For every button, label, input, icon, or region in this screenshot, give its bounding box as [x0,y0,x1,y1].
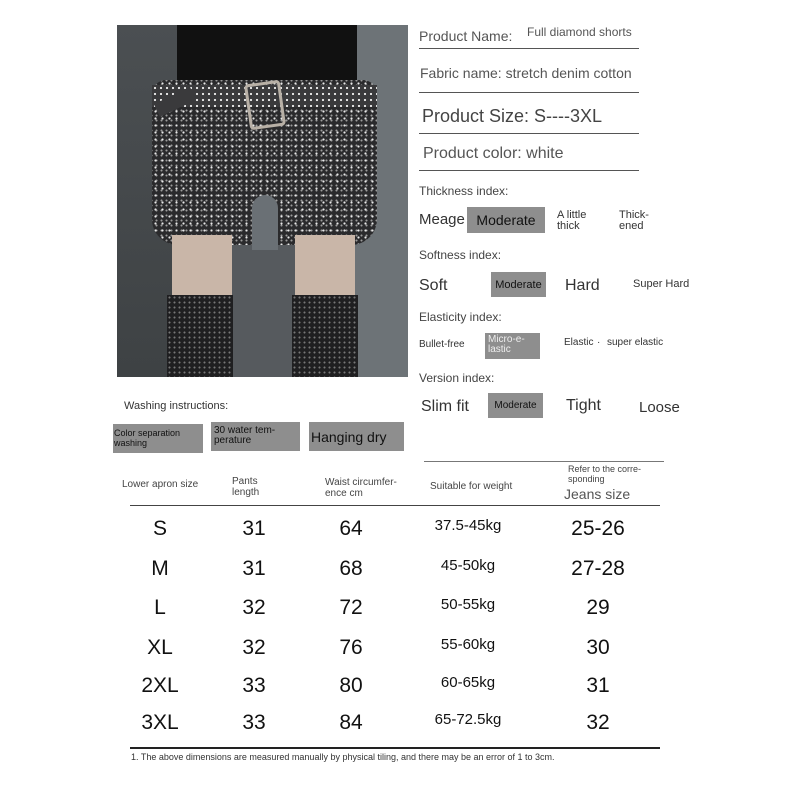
thickness-option-thickened: Thick-ened [619,209,649,232]
softness-option-super-hard: Super Hard [633,278,690,290]
thickness-label: Thickness index: [419,184,509,198]
jeans-cell: 30 [586,636,610,659]
softness-label: Softness index: [419,248,502,262]
size-cell: XL [147,636,173,659]
divider [419,170,639,171]
weight-cell: 37.5-45kg [434,517,502,534]
fabric-name: Fabric name: stretch denim cotton [420,65,632,81]
length-cell: 31 [242,517,266,540]
product-size: Product Size: S----3XL [422,106,603,126]
version-label: Version index: [419,371,495,385]
length-cell: 31 [242,557,266,580]
table-header-waist: Waist circumfer-ence cm [325,477,397,499]
softness-option-moderate: Moderate [491,272,546,297]
elasticity-option-bullet-free: Bullet-free [419,339,465,350]
product-name-label: Product Name: [419,28,513,44]
table-bottom-rule [130,747,660,749]
table-note: 1. The above dimensions are measured manually by physical tiling, and there may be an error of 1 to 3cm. [131,752,555,762]
elasticity-label: Elasticity index: [419,310,502,324]
table-header-rule [130,505,660,506]
washing-option-color-separation: Color separation washing [113,424,203,453]
jeans-cell: 27-28 [571,557,625,580]
waist-cell: 84 [339,711,363,734]
waist-cell: 80 [339,674,363,697]
softness-option-soft: Soft [419,277,448,294]
table-header-length: Pants length [232,476,260,498]
size-cell: L [154,596,166,619]
jeans-cell: 32 [586,711,610,734]
size-cell: 3XL [141,711,179,734]
version-option-moderate: Moderate [488,393,543,418]
product-color: Product color: white [423,145,564,162]
version-option-tight: Tight [566,397,601,414]
product-photo [117,25,408,377]
size-cell: M [151,557,169,580]
length-cell: 33 [242,711,266,734]
version-option-loose: Loose [639,399,680,416]
weight-cell: 55-60kg [440,636,496,653]
jeans-cell: 29 [586,596,610,619]
washing-option-30-water: 30 water tem-perature [211,422,300,451]
weight-cell: 65-72.5kg [434,711,502,728]
waist-cell: 68 [339,557,363,580]
length-cell: 32 [242,596,266,619]
elasticity-option-super-elastic: super elastic [607,337,664,348]
elasticity-option-micro-elastic: Micro-e-lastic [485,333,540,359]
table-header-jeans: Jeans size [564,486,631,502]
version-option-slim-fit: Slim fit [421,398,469,415]
length-cell: 32 [242,636,266,659]
jeans-cell: 25-26 [571,517,625,540]
divider [419,92,639,93]
product-name-value: Full diamond shorts [527,25,632,39]
length-cell: 33 [242,674,266,697]
elasticity-separator: · [597,337,601,348]
table-header-weight: Suitable for weight [430,481,513,492]
thickness-option-meage: Meage [419,211,465,228]
divider [419,48,639,49]
elasticity-option-elastic: Elastic [564,337,594,348]
table-header-refer: Refer to the corre-sponding [568,464,642,484]
table-top-rule [424,461,664,462]
waist-cell: 64 [339,517,363,540]
washing-option-hanging-dry: Hanging dry [309,422,404,451]
size-cell: S [152,517,167,540]
waist-cell: 76 [339,636,363,659]
weight-cell: 60-65kg [440,674,496,691]
weight-cell: 50-55kg [440,596,496,613]
weight-cell: 45-50kg [440,557,496,574]
thickness-option-a-little-thick: A little thick [557,209,587,232]
table-header-apron: Lower apron size [122,479,199,490]
waist-cell: 72 [339,596,363,619]
divider [419,133,639,134]
size-cell: 2XL [141,674,179,697]
softness-option-hard: Hard [565,277,600,294]
thickness-option-moderate: Moderate [467,207,545,233]
jeans-cell: 31 [586,674,610,697]
washing-label: Washing instructions: [124,400,229,412]
